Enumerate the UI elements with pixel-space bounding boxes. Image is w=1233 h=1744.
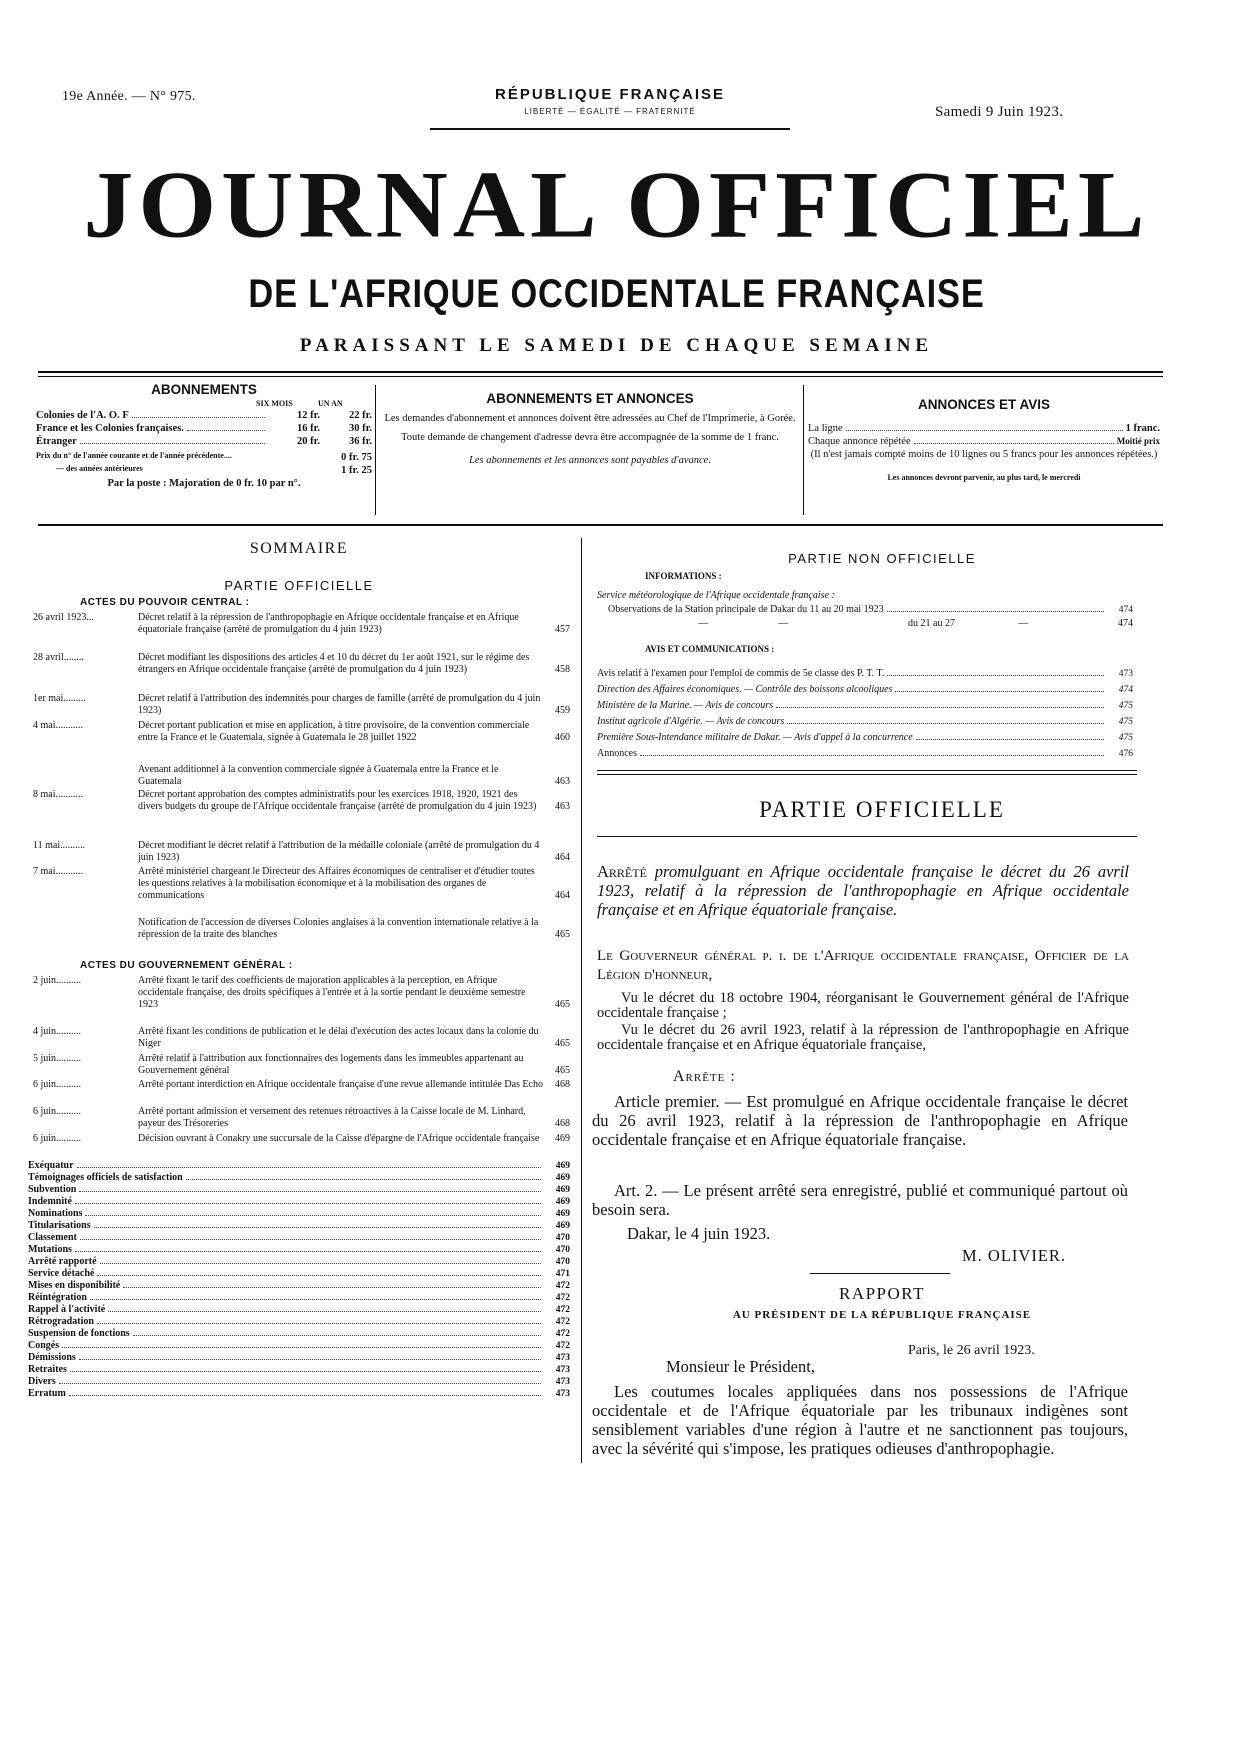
observation-row-2: — — du 21 au 27 — 474 <box>698 618 1133 629</box>
vu-2: Vu le décret du 26 avril 1923, relatif à la répression de l'anthropophagie en Afrique occidentale française et en Afrique équatoriale française, <box>597 1022 1129 1053</box>
section-rule <box>597 770 1137 771</box>
sommaire-title: SOMMAIRE <box>249 540 349 557</box>
six-mois-header: SIX MOIS <box>256 399 293 408</box>
publication-frequency: PARAISSANT LE SAMEDI DE CHAQUE SEMAINE <box>299 335 934 356</box>
box-bottom-rule <box>38 524 1163 526</box>
tarif-row: Colonies de l'A. O. F 12 fr. 22 fr. <box>36 410 372 421</box>
sommaire-entry: 6 juin.......... Arrêté portant interdiction en Afrique occidentale française d'une revue allemande intitulée Das Echo 468 <box>33 1079 570 1090</box>
abonnements-panel <box>36 382 372 490</box>
misc-entry: Subvention 469 <box>28 1184 570 1195</box>
informations-heading: INFORMATIONS : <box>645 571 722 581</box>
motto: LIBERTÉ — ÉGALITÉ — FRATERNITÉ <box>524 107 696 116</box>
misc-entry: Classement 470 <box>28 1232 570 1243</box>
misc-entry: Indemnité 469 <box>28 1196 570 1207</box>
abonnements-title: ABONNEMENTS <box>151 382 257 397</box>
arrete-lead: Arrêté <box>597 862 647 881</box>
misc-entry: Titularisations 469 <box>28 1220 570 1231</box>
sommaire-entry: Notification de l'accession de diverses Colonies anglaises à la convention internationale relative à la répression de la traite des blanches 465 <box>138 917 570 940</box>
arrete-title: promulguant en Afrique occidentale française le décret du 26 avril 1923, relatif à la répression de l'anthropophagie en Afrique occidentale française et en Afrique équatoriale française. <box>597 862 1129 919</box>
sommaire-entry: 2 juin.......... Arrêté fixant le tarif des coefficients de majoration applicables à la perception, en Afrique occidentale française, des droits spécifiques à l'entrée et à la sortie pendant le deuxième semestre 1923 465 <box>33 975 570 1010</box>
sommaire-entry: 28 avril........ Décret modifiant les dispositions des articles 4 et 10 du décret du 1er août 1921, sur le régime des étrangers en Afrique occidentale française (arrêté de promulgation du 4 juin 1923) 458 <box>33 652 570 675</box>
sommaire-entry: 8 mai........... Décret portant approbation des comptes administratifs pour les exercices 1918, 1920, 1921 des divers budgets du groupe de l'Afrique occidentale française (arrêté de promulgation du 4 juin 1923) 463 <box>33 789 570 812</box>
misc-entry: Service détaché 471 <box>28 1268 570 1279</box>
signature: M. OLIVIER. <box>962 1246 1067 1265</box>
sommaire-entry: 7 mai........... Arrêté ministériel chargeant le Directeur des Affaires économiques de centraliser et d'étudier toutes les questions relatives à la mobilisation économique et à la mobilisation des organes de communications 464 <box>33 866 570 901</box>
box-divider-1 <box>375 385 376 515</box>
annonces-footer: Les annonces devront parvenir, au plus tard, le mercredi <box>887 473 1081 482</box>
sommaire-entry: 4 mai........... Décret portant publication et mise en application, à titre provisoire, de la convention commerciale entre la France et le Guatemala, signée à Guatemala le 28 juillet 1922 460 <box>33 720 570 743</box>
masthead-rule <box>430 128 790 130</box>
ligne-row: La ligne 1 franc. <box>808 423 1160 434</box>
arrete-word: Arrête : <box>673 1068 736 1085</box>
abonnements-annonces-p2: Toute demande de changement d'adresse devra être accompagnée de la somme de 1 franc. <box>401 432 779 443</box>
actes-pouvoir-heading: ACTES DU POUVOIR CENTRAL : <box>80 597 250 608</box>
prix-row-2: — des années antérieures 1 fr. 25 <box>56 464 372 476</box>
sommaire-entry: 6 juin.......... Décision ouvrant à Conakry une succursale de la Caisse d'épargne de l'Afrique occidentale française 469 <box>33 1133 570 1144</box>
rapport-paragraph: Les coutumes locales appliquées dans nos possessions de l'Afrique occidentale et de l'Afrique équatoriale par les tribunaux indigènes sont sensiblement variables d'une région à l'autre et ne sanctionnent pas toujours, avec la sévérité qui s'impose, les pratiques odieuses d'anthropophagie. <box>592 1382 1128 1458</box>
arrete-lieu-date: Dakar, le 4 juin 1923. <box>627 1224 771 1243</box>
misc-entry: Réintégration 472 <box>28 1292 570 1303</box>
rapport-salutation: Monsieur le Président, <box>666 1357 815 1376</box>
sommaire-entry: 1er mai......... Décret relatif à l'attribution des indemnités pour charges de famille (arrêté de promulgation du 4 juin 1923) 459 <box>33 693 570 716</box>
avis-entry: Première Sous-Intendance militaire de Dakar. — Avis d'appel à la concurrence 475 <box>597 732 1133 743</box>
avis-entry: Ministère de la Marine. — Avis de concours 475 <box>597 700 1133 711</box>
article-1: Article premier. — Est promulgué en Afrique occidentale française le décret du 26 avril 1923, relatif à la répression de l'anthropophagie en Afrique occidentale française et en Afrique équatoriale française. <box>592 1092 1128 1149</box>
partie-non-officielle-heading: PARTIE NON OFFICIELLE <box>788 551 976 566</box>
avis-entry: Annonces 476 <box>597 748 1133 759</box>
section-rule-2 <box>597 774 1137 775</box>
prix-row-1: Prix du n° de l'année courante et de l'année précédente.... 0 fr. 75 <box>36 451 372 463</box>
sommaire-entry: 4 juin.......... Arrêté fixant les conditions de publication et le délai d'exécution des actes locaux dans la colonie du Niger 465 <box>33 1026 570 1049</box>
misc-entry: Erratum 473 <box>28 1388 570 1399</box>
un-an-header: UN AN <box>318 399 343 408</box>
misc-entries <box>28 1160 570 1400</box>
abonnements-annonces-title: ABONNEMENTS ET ANNONCES <box>486 391 694 406</box>
issue-date: Samedi 9 Juin 1923. <box>935 104 1064 120</box>
abonnements-annonces-panel <box>380 391 800 467</box>
rapport-subtitle: AU PRÉSIDENT DE LA RÉPUBLIQUE FRANÇAISE <box>732 1309 1032 1321</box>
rapport-rule <box>810 1273 950 1274</box>
avis-list <box>597 666 1133 762</box>
column-divider <box>581 538 582 1463</box>
actes-gouvernement-heading: ACTES DU GOUVERNEMENT GÉNÉRAL : <box>80 960 293 971</box>
journal-subtitle: DE L'AFRIQUE OCCIDENTALE FRANÇAISE <box>248 272 985 316</box>
sommaire-entry: Avenant additionnel à la convention commerciale signée à Guatemala entre la France et le Guatemala 463 <box>138 764 570 787</box>
abonnements-annonces-p1: Les demandes d'abonnement et annonces doivent être adressées au Chef de l'Imprimerie, à Gorée. <box>384 413 796 424</box>
tarif-row: Étranger 20 fr. 36 fr. <box>36 436 372 447</box>
misc-entry: Mutations 470 <box>28 1244 570 1255</box>
tarif-row: France et les Colonies françaises. 16 fr. 30 fr. <box>36 423 372 434</box>
republic-heading: RÉPUBLIQUE FRANÇAISE <box>494 86 725 103</box>
partie-officielle-title: PARTIE OFFICIELLE <box>759 797 1005 822</box>
issue-number: 19e Année. — N° 975. <box>62 89 196 104</box>
misc-entry: Rétrogradation 472 <box>28 1316 570 1327</box>
box-divider-2 <box>803 385 804 515</box>
gouverneur-line: Le Gouverneur général p. i. de l'Afrique occidentale française, Officier de la Légion d'honneur, <box>597 948 1129 983</box>
section-rule-3 <box>597 836 1137 837</box>
annonces-avis-panel <box>808 397 1160 483</box>
misc-entry: Exéquatur 469 <box>28 1160 570 1171</box>
rapport-title: RAPPORT <box>838 1284 925 1303</box>
misc-entry: Suspension de fonctions 472 <box>28 1328 570 1339</box>
misc-entry: Arrêté rapporté 470 <box>28 1256 570 1267</box>
arrete-header <box>597 862 1129 919</box>
poste-note: Par la poste : Majoration de 0 fr. 10 par n°. <box>107 478 301 489</box>
misc-entry: Rappel à l'activité 472 <box>28 1304 570 1315</box>
article-2: Art. 2. — Le présent arrêté sera enregistré, publié et communiqué partout où besoin sera. <box>592 1181 1128 1219</box>
repete-row: Chaque annonce répétée Moitié prix <box>808 436 1160 447</box>
partie-officielle-heading: PARTIE OFFICIELLE <box>224 578 374 593</box>
rapport-lieu-date: Paris, le 26 avril 1923. <box>908 1343 1035 1358</box>
misc-entry: Divers 473 <box>28 1376 570 1387</box>
avis-entry: Direction des Affaires économiques. — Contrôle des boissons alcooliques 474 <box>597 684 1133 695</box>
avis-entry: Institut agricole d'Algérie. — Avis de concours 475 <box>597 716 1133 727</box>
misc-entry: Témoignages officiels de satisfaction 469 <box>28 1172 570 1183</box>
abonnements-annonces-footer: Les abonnements et les annonces sont payables d'avance. <box>469 455 711 466</box>
service-meteo: Service météorologique de l'Afrique occidentale française : <box>597 590 835 601</box>
annonces-note: (Il n'est jamais compté moins de 10 lignes ou 5 francs pour les annonces répétées.) <box>810 449 1158 460</box>
annonces-avis-title: ANNONCES ET AVIS <box>917 397 1050 412</box>
sommaire-entry: 5 juin.......... Arrêté relatif à l'attribution aux fonctionnaires des logements dans les immeubles appartenant au Gouvernement général 465 <box>33 1053 570 1076</box>
sommaire-entry: 6 juin.......... Arrêté portant admission et versement des retenues rétroactives à la Caisse locale de M. Linhard, payeur des Trésoreries 468 <box>33 1106 570 1129</box>
journal-title: JOURNAL OFFICIEL <box>83 151 1150 258</box>
vu-1: Vu le décret du 18 octobre 1904, réorganisant le Gouvernement général de l'Afrique occidentale française ; <box>597 990 1129 1021</box>
observation-row: Observations de la Station principale de Dakar du 11 au 20 mai 1923 474 <box>608 604 1133 615</box>
misc-entry: Nominations 469 <box>28 1208 570 1219</box>
box-top-rule <box>38 371 1163 373</box>
box-top-rule-2 <box>38 376 1163 377</box>
misc-entry: Mises en disponibilité 472 <box>28 1280 570 1291</box>
sommaire-entry: 26 avril 1923... Décret relatif à la répression de l'anthropophagie en Afrique occidentale française et en Afrique équatoriale française (arrêté de promulgation du 4 juin 1923) 457 <box>33 612 570 635</box>
abonnements-rows <box>36 409 372 448</box>
avis-heading: AVIS ET COMMUNICATIONS : <box>645 644 775 654</box>
misc-entry: Retraites 473 <box>28 1364 570 1375</box>
misc-entry: Démissions 473 <box>28 1352 570 1363</box>
sommaire-entry: 11 mai.......... Décret modifiant le décret relatif à l'attribution de la médaille coloniale (arrêté de promulgation du 4 juin 1923) 464 <box>33 840 570 863</box>
avis-entry: Avis relatif à l'examen pour l'emploi de commis de 5e classe des P. T. T. 473 <box>597 668 1133 679</box>
misc-entry: Congés 472 <box>28 1340 570 1351</box>
